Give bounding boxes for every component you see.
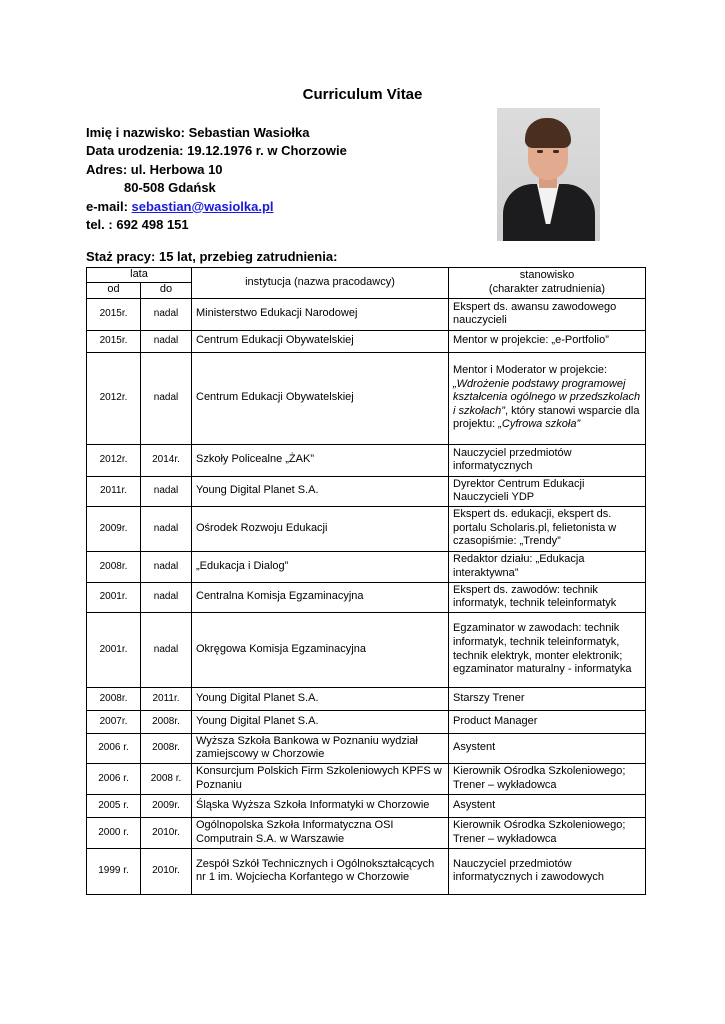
- header-years: lata: [87, 268, 192, 283]
- table-row: [87, 551, 646, 582]
- header-to: do: [141, 282, 192, 298]
- cell-from: 2008r.: [87, 551, 141, 582]
- cell-to: nadal: [141, 330, 192, 352]
- cell-institution: Centrum Edukacji Obywatelskiej: [192, 352, 449, 444]
- email-link[interactable]: sebastian@wasiolka.pl: [131, 198, 274, 214]
- header-position-2: (charakter zatrudnienia): [488, 282, 606, 295]
- table-row: [87, 506, 646, 551]
- cell-position: Ekspert ds. awansu zawodowego nauczycieli: [449, 298, 646, 330]
- table-row: [87, 687, 646, 710]
- cell-from: 2006 r.: [87, 733, 141, 763]
- cell-to: 2009r.: [141, 794, 192, 817]
- header-institution: instytucja (nazwa pracodawcy): [192, 268, 449, 299]
- cell-from: 2007r.: [87, 710, 141, 733]
- cell-institution: Young Digital Planet S.A.: [192, 687, 449, 710]
- cell-to: nadal: [141, 298, 192, 330]
- cell-institution: Śląska Wyższa Szkoła Informatyki w Chorzowie: [192, 794, 449, 817]
- table-row: [87, 352, 646, 444]
- cell-position: Asystent: [449, 794, 646, 817]
- cell-institution: Young Digital Planet S.A.: [192, 710, 449, 733]
- cell-from: 2001r.: [87, 612, 141, 687]
- cell-to: 2008r.: [141, 710, 192, 733]
- cell-to: nadal: [141, 476, 192, 506]
- cell-institution: Young Digital Planet S.A.: [192, 476, 449, 506]
- cell-to: 2014r.: [141, 444, 192, 476]
- cell-institution: Ministerstwo Edukacji Narodowej: [192, 298, 449, 330]
- email-label: e-mail:: [86, 198, 132, 214]
- cell-from: 2009r.: [87, 506, 141, 551]
- cell-to: 2010r.: [141, 848, 192, 894]
- photo-eye-right: [553, 150, 559, 153]
- cell-from: 1999 r.: [87, 848, 141, 894]
- cell-to: nadal: [141, 582, 192, 612]
- cell-to: nadal: [141, 612, 192, 687]
- cell-institution: Ośrodek Rozwoju Edukacji: [192, 506, 449, 551]
- cell-from: 2000 r.: [87, 817, 141, 848]
- table-row: [87, 817, 646, 848]
- cell-institution: Szkoły Policealne „ŻAK”: [192, 444, 449, 476]
- position-text: , który stanowi wsparcie dla projektu:: [453, 404, 640, 431]
- cell-from: 2008r.: [87, 687, 141, 710]
- cell-position: Dyrektor Centrum Edukacji Nauczycieli YDP: [449, 476, 646, 506]
- table-row: [87, 794, 646, 817]
- cell-position: Asystent: [449, 733, 646, 763]
- page-title: Curriculum Vitae: [302, 86, 423, 103]
- header-from: od: [87, 282, 141, 298]
- cell-from: 2015r.: [87, 298, 141, 330]
- table-row: [87, 298, 646, 330]
- cell-institution: Centrum Edukacji Obywatelskiej: [192, 330, 449, 352]
- header-position: [449, 268, 646, 299]
- birth-line: Data urodzenia: 19.12.1976 r. w Chorzowie: [86, 143, 347, 159]
- cell-position: Nauczyciel przedmiotów informatycznych: [449, 444, 646, 476]
- personal-info: [86, 124, 347, 234]
- cell-from: 2015r.: [87, 330, 141, 352]
- table-row: [87, 848, 646, 894]
- cell-position: Redaktor działu: „Edukacja interaktywna”: [449, 551, 646, 582]
- cell-position: Mentor w projekcie: „e-Portfolio”: [449, 330, 646, 352]
- project-name: „Wdrożenie podstawy programowej kształcenia ogólnego w przedszkolach i szkołach”: [453, 377, 641, 417]
- cell-position: Kierownik Ośrodka Szkoleniowego; Trener – wykładowca: [449, 763, 646, 794]
- cell-to: nadal: [141, 551, 192, 582]
- cell-to: 2008r.: [141, 733, 192, 763]
- address-city-line: 80-508 Gdańsk: [124, 180, 216, 196]
- cell-from: 2006 r.: [87, 763, 141, 794]
- employment-table: [86, 267, 646, 895]
- cell-institution: Zespół Szkół Technicznych i Ogólnokształcących nr 1 im. Wojciecha Korfantego w Chorzowie: [192, 848, 449, 894]
- table-row: [87, 612, 646, 687]
- table-row: [87, 444, 646, 476]
- name-line: Imię i nazwisko: Sebastian Wasiołka: [86, 125, 310, 140]
- cell-institution: Okręgowa Komisja Egzaminacyjna: [192, 612, 449, 687]
- cell-to: nadal: [141, 352, 192, 444]
- header-position-1: stanowisko: [519, 269, 575, 282]
- address-line: Adres: ul. Herbowa 10: [86, 161, 223, 177]
- cell-position: Product Manager: [449, 710, 646, 733]
- cell-from: 2012r.: [87, 352, 141, 444]
- cell-institution: Ogólnopolska Szkoła Informatyczna OSI Computrain S.A. w Warszawie: [192, 817, 449, 848]
- cell-position: Kierownik Ośrodka Szkoleniowego; Trener – wykładowca: [449, 817, 646, 848]
- position-text: Mentor i Moderator w projekcie:: [453, 364, 608, 377]
- cell-to: 2011r.: [141, 687, 192, 710]
- cell-position: Nauczyciel przedmiotów informatycznych i zawodowych: [449, 848, 646, 894]
- cell-from: 2005 r.: [87, 794, 141, 817]
- cell-to: 2008 r.: [141, 763, 192, 794]
- email-line: [86, 198, 347, 216]
- photo-eye-left: [537, 150, 543, 153]
- table-row: [87, 733, 646, 763]
- cell-position: [449, 352, 646, 444]
- project-name: „Cyfrowa szkoła”: [498, 418, 581, 431]
- cell-to: 2010r.: [141, 817, 192, 848]
- cell-from: 2012r.: [87, 444, 141, 476]
- table-row: [87, 476, 646, 506]
- cell-position: Starszy Trener: [449, 687, 646, 710]
- phone-line: tel. : 692 498 151: [86, 217, 189, 233]
- cell-from: 2011r.: [87, 476, 141, 506]
- cell-position: Ekspert ds. edukacji, ekspert ds. portalu Scholaris.pl, felietonista w czasopiśmie: „Trendy”: [449, 506, 646, 551]
- table-row: [87, 330, 646, 352]
- cell-institution: „Edukacja i Dialog”: [192, 551, 449, 582]
- cell-position: Egzaminator w zawodach: technik informatyk, technik teleinformatyk, technik elektryk, monter elektronik; egzaminator maturalny - informatyka: [449, 612, 646, 687]
- photo-hair: [525, 118, 571, 148]
- cell-position: Ekspert ds. zawodów: technik informatyk, technik teleinformatyk: [449, 582, 646, 612]
- cell-institution: Wyższa Szkoła Bankowa w Poznaniu wydział zamiejscowy w Chorzowie: [192, 733, 449, 763]
- table-row: [87, 582, 646, 612]
- experience-heading: Staż pracy: 15 lat, przebieg zatrudnienia:: [86, 249, 338, 264]
- profile-photo: [497, 108, 600, 241]
- cell-institution: Centralna Komisja Egzaminacyjna: [192, 582, 449, 612]
- table-row: [87, 710, 646, 733]
- cell-institution: Konsurcjum Polskich Firm Szkoleniowych KPFS w Poznaniu: [192, 763, 449, 794]
- cell-to: nadal: [141, 506, 192, 551]
- table-row: [87, 763, 646, 794]
- cell-from: 2001r.: [87, 582, 141, 612]
